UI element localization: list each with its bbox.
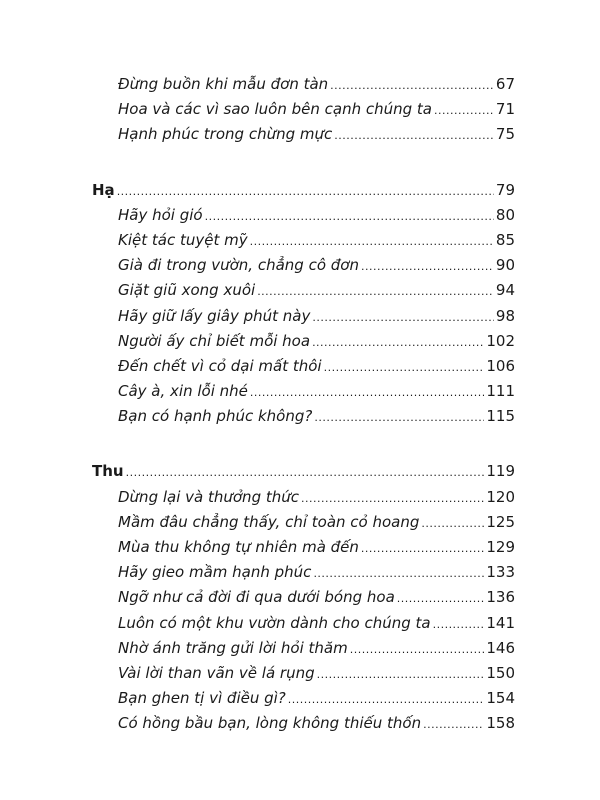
toc-entry [92,203,515,228]
toc-entry-page: 146 [486,638,515,657]
toc-section-title: Hạ [92,180,115,199]
toc-entry-title: Bạn có hạnh phúc không? [118,407,313,426]
toc-entry [92,97,515,122]
toc-entry [92,354,515,379]
toc-entry-title: Mùa thu không tự nhiên mà đến [118,538,359,556]
toc-entry-title: Hoa và các vì sao luôn bên cạnh chúng ta [118,100,432,119]
toc-leader-dots [397,586,485,611]
toc-leader-dots [324,355,485,380]
toc-entry [92,304,515,329]
toc-leader-dots [117,179,494,204]
toc-section-title: Thu [92,462,124,481]
toc-entry-title: Có hồng bầu bạn, lòng không thiếu thốn [118,714,422,733]
toc-group-ha [92,178,515,430]
toc-leader-dots [312,305,494,330]
toc-leader-dots [126,460,485,485]
toc-entry-title: Luôn có một khu vườn dành cho chúng ta [118,613,431,632]
toc-group-thu [92,459,515,736]
toc-entry-title: Bạn ghen tị vì điều gì? [118,689,286,708]
toc-entry-title: Hãy gieo mầm hạnh phúc [118,563,312,582]
toc-group-continued [92,72,515,148]
toc-entry-page: 80 [495,205,515,224]
toc-leader-dots [250,380,484,405]
toc-section-page: 119 [486,462,515,481]
toc-entry-title: Đừng buồn khi mẫu đơn tàn [118,75,329,93]
toc-entry-title: Nhờ ánh trăng gửi lời hỏi thăm [118,638,348,657]
toc-entry-page: 125 [486,512,515,531]
toc-entry-page: 94 [495,281,515,300]
toc-entry-page: 120 [486,487,515,506]
toc-entry-page: 141 [486,613,515,632]
toc-leader-dots [205,204,494,229]
toc-leader-dots [433,612,485,637]
toc-entry [92,228,515,253]
toc-entry-title: Cây à, xin lỗi nhé [118,382,248,401]
toc-entry-title: Hãy giữ lấy giây phút này [118,306,311,325]
toc-entry-page: 129 [486,538,515,556]
toc-entry-page: 67 [495,75,515,93]
toc-leader-dots [423,712,484,737]
toc-entry [92,585,515,610]
toc-leader-dots [434,98,494,123]
toc-entry-title: Hạnh phúc trong chừng mực [118,125,333,144]
toc-entry-page: 71 [495,100,515,119]
toc-section-page: 79 [495,180,515,199]
section-spacer [92,429,515,459]
toc-leader-dots [250,229,494,254]
toc-entry [92,404,515,429]
toc-leader-dots [317,662,485,687]
toc-entry [92,485,515,510]
toc-entry [92,661,515,686]
toc-entry-title: Giặt giũ xong xuôi [118,281,256,300]
toc-entry-page: 136 [486,588,515,607]
toc-entry [92,711,515,736]
section-spacer [92,148,515,178]
toc-entry-page: 158 [486,714,515,733]
toc-leader-dots [257,279,494,304]
toc-entry [92,329,515,354]
toc-entry-page: 90 [495,256,515,275]
toc-leader-dots [334,123,494,148]
toc-entry-title: Kiệt tác tuyệt mỹ [118,230,248,249]
toc-entry-page: 102 [486,331,515,350]
toc-entry-page: 154 [486,689,515,708]
toc-entry [92,560,515,585]
toc-entry-page: 98 [495,306,515,325]
toc-entry [92,636,515,661]
toc-entry-title: Dừng lại và thưởng thức [118,487,299,506]
toc-leader-dots [350,637,485,662]
toc-entry-page: 115 [486,407,515,426]
toc-entry [92,535,515,560]
toc-entry [92,72,515,97]
toc-entry-title: Hãy hỏi gió [118,205,203,224]
toc-section-heading [92,178,515,203]
toc-entry [92,122,515,147]
toc-leader-dots [301,486,484,511]
toc-entry-title: Già đi trong vườn, chẳng cô đơn [118,256,359,275]
toc-entry [92,379,515,404]
toc-section-heading [92,459,515,484]
toc-leader-dots [313,561,484,586]
toc-entry-page: 106 [486,356,515,375]
toc-entry-title: Mầm đâu chẳng thấy, chỉ toàn cỏ hoang [118,512,420,531]
toc-entry [92,510,515,535]
toc-entry-page: 150 [486,663,515,682]
toc-entry-page: 111 [486,382,515,401]
toc-entry-title: Ngỡ như cả đời đi qua dưới bóng hoa [118,588,395,607]
toc-entry [92,686,515,711]
toc-entry [92,611,515,636]
toc-entry-title: Người ấy chỉ biết mỗi hoa [118,331,311,350]
toc-leader-dots [330,73,494,98]
toc-leader-dots [361,536,484,561]
toc-entry-title: Vài lời than vãn về lá rụng [118,663,315,682]
toc-entry-page: 85 [495,230,515,249]
toc-leader-dots [312,330,484,355]
toc-leader-dots [314,405,484,430]
toc-entry [92,253,515,278]
toc-leader-dots [361,254,494,279]
table-of-contents [92,72,515,737]
toc-entry-page: 75 [495,125,515,144]
toc-leader-dots [421,511,484,536]
toc-entry-title: Đến chết vì cỏ dại mất thôi [118,356,322,375]
toc-entry-page: 133 [486,563,515,582]
toc-entry [92,278,515,303]
toc-leader-dots [288,687,485,712]
